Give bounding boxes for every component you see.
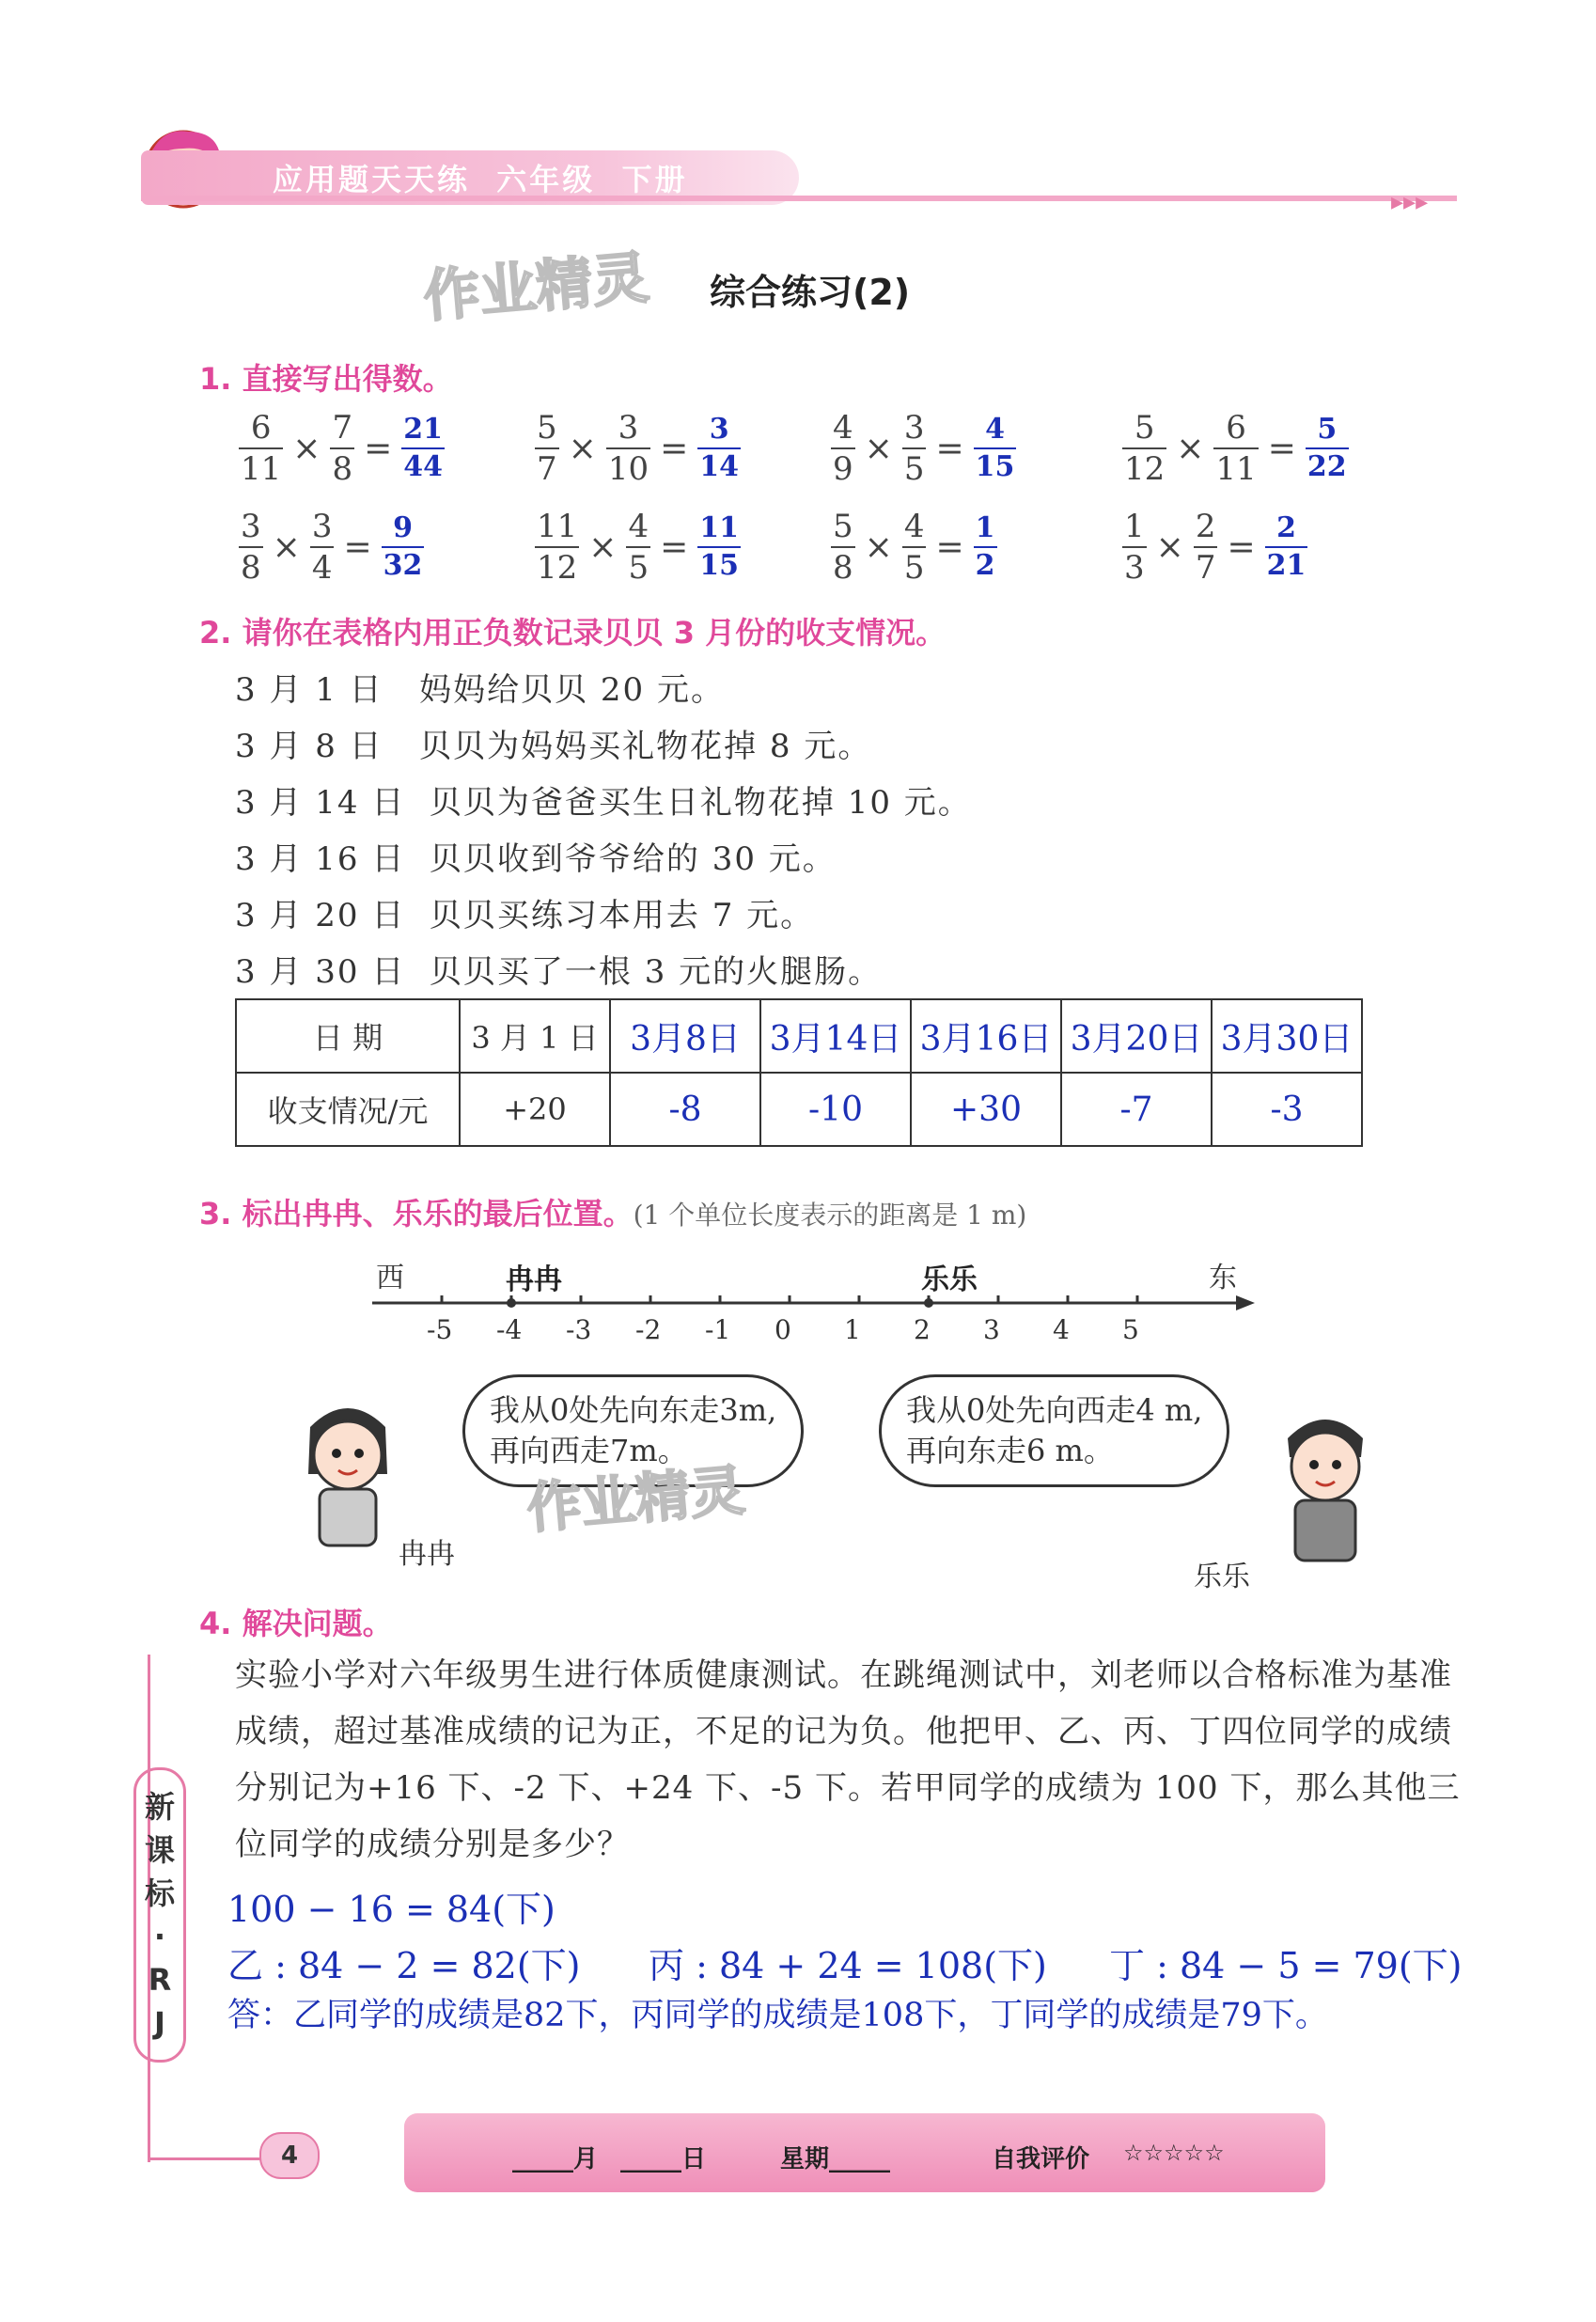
lele-name: 乐乐 bbox=[1194, 1561, 1250, 1593]
header-arrow-icon: ▸▸▸ bbox=[1391, 188, 1429, 216]
income-expense-table bbox=[235, 998, 1363, 1147]
footer-day: _____日 bbox=[620, 2145, 707, 2173]
number-line-tick-label: -5 bbox=[427, 1314, 453, 1345]
table-cell-date: 3月14日 bbox=[760, 999, 911, 1073]
times-sign: × bbox=[864, 429, 893, 468]
number-line-tick-label: -2 bbox=[635, 1314, 662, 1345]
times-sign: × bbox=[1176, 429, 1205, 468]
number-line-tick-label: 1 bbox=[844, 1314, 861, 1345]
bubble-line: 我从0处先向西走4 m, bbox=[906, 1392, 1203, 1428]
q2-line: 3 月 20 日 贝贝买练习本用去 7 元。 bbox=[235, 897, 815, 934]
times-sign: × bbox=[1155, 527, 1184, 567]
table-row bbox=[236, 1073, 1362, 1146]
q4-paragraph: 实验小学对六年级男生进行体质健康测试。在跳绳测试中，刘老师以合格标准为基准成绩，超过基准成绩的记为正，不足的记为负。他把甲、乙、丙、丁四位同学的成绩分别记为+16 下、-2 下、+24 下、-5 下。若甲同学的成绩为 100 下，那么其他三位同学的成绩分别是多少？ bbox=[235, 1656, 1461, 1863]
q2-line: 3 月 8 日 贝贝为妈妈买礼物花掉 8 元。 bbox=[235, 728, 872, 765]
fraction: $\frac{5}{8}$ bbox=[833, 508, 853, 587]
table-cell-amount: +30 bbox=[911, 1073, 1061, 1146]
q2-line: 3 月 30 日 贝贝买了一根 3 元的火腿肠。 bbox=[235, 953, 883, 991]
table-cell-date: 3月30日 bbox=[1212, 999, 1362, 1073]
lele-marker-label: 乐乐 bbox=[921, 1263, 978, 1296]
fraction-expression bbox=[1119, 409, 1353, 488]
number-line-tick-label: -3 bbox=[566, 1314, 592, 1345]
ranran-name: 冉冉 bbox=[399, 1538, 455, 1571]
equals-sign: = bbox=[1227, 527, 1256, 567]
footer-month: _____月 bbox=[512, 2145, 599, 2173]
fraction-expression bbox=[531, 508, 744, 587]
table-cell-date: 3 月 1 日 bbox=[460, 999, 610, 1073]
table-row bbox=[236, 999, 1362, 1073]
fraction: $\frac{5}{12}$ bbox=[1124, 409, 1166, 488]
q2-title: 2. 请你在表格内用正负数记录贝贝 3 月份的收支情况。 bbox=[199, 615, 947, 651]
bubble-line: 我从0处先向东走3m, bbox=[490, 1392, 777, 1428]
times-sign: × bbox=[272, 527, 301, 567]
table-cell-date: 3月20日 bbox=[1061, 999, 1212, 1073]
lele-speech-bubble bbox=[879, 1374, 1229, 1487]
q2-line: 3 月 1 日 妈妈给贝贝 20 元。 bbox=[235, 671, 725, 709]
table-cell-date: 3月16日 bbox=[911, 999, 1061, 1073]
q3-title-text: 3. 标出冉冉、乐乐的最后位置。 bbox=[199, 1196, 634, 1232]
table-cell-amount: -3 bbox=[1212, 1073, 1362, 1146]
answer-line: 答：乙同学的成绩是82下，丙同学的成绩是108下，丁同学的成绩是79下。 bbox=[227, 1997, 1328, 2034]
position-marker bbox=[507, 1298, 516, 1308]
page-number: 4 bbox=[259, 2132, 320, 2179]
fraction: $\frac{3}{10}$ bbox=[607, 409, 649, 488]
fraction: $\frac{3}{5}$ bbox=[903, 409, 925, 488]
answer-fraction: $\frac{2}{21}$ bbox=[1266, 511, 1307, 582]
side-label-char: · bbox=[153, 1919, 166, 1954]
table-header-amount: 收支情况/元 bbox=[236, 1073, 460, 1146]
solution-line: 丙 : 84 + 24 = 108(下) bbox=[649, 1945, 1047, 1986]
fraction: $\frac{2}{7}$ bbox=[1195, 508, 1216, 587]
answer-fraction: $\frac{3}{14}$ bbox=[699, 413, 739, 483]
answer-fraction: $\frac{11}{15}$ bbox=[699, 511, 739, 582]
solution-line: 丁 : 84 − 5 = 79(下) bbox=[1109, 1945, 1463, 1986]
equals-sign: = bbox=[660, 429, 689, 468]
q3-title bbox=[199, 1190, 1026, 1233]
number-line-tick-label: 5 bbox=[1122, 1314, 1139, 1345]
bubble-line: 再向西走7m。 bbox=[490, 1433, 688, 1469]
side-rule bbox=[148, 2157, 260, 2160]
header-title: 应用题天天练 六年级 下册 bbox=[273, 162, 688, 197]
number-line-tick-label: -4 bbox=[496, 1314, 523, 1345]
fraction: $\frac{11}{12}$ bbox=[537, 508, 578, 587]
answer-fraction: $\frac{5}{22}$ bbox=[1307, 413, 1347, 483]
q2-line: 3 月 14 日 贝贝为爸爸买生日礼物花掉 10 元。 bbox=[235, 784, 972, 822]
fraction: $\frac{1}{3}$ bbox=[1124, 508, 1145, 587]
fraction: $\frac{6}{11}$ bbox=[1215, 409, 1257, 488]
fraction: $\frac{3}{8}$ bbox=[241, 508, 261, 587]
fraction: $\frac{3}{4}$ bbox=[311, 508, 333, 587]
number-line-tick-label: 3 bbox=[983, 1314, 1000, 1345]
number-line-arrow bbox=[1236, 1295, 1255, 1310]
table-cell-amount: -7 bbox=[1061, 1073, 1212, 1146]
side-label-char: 课 bbox=[144, 1832, 175, 1868]
times-sign: × bbox=[292, 429, 321, 468]
times-sign: × bbox=[588, 527, 618, 567]
fraction-expression bbox=[827, 508, 1001, 587]
fraction: $\frac{4}{9}$ bbox=[833, 409, 853, 488]
side-label-char: R bbox=[148, 1962, 172, 1998]
equals-sign: = bbox=[343, 527, 372, 567]
equals-sign: = bbox=[935, 429, 964, 468]
fraction-expression bbox=[235, 508, 428, 587]
q2-line: 3 月 16 日 贝贝收到爷爷给的 30 元。 bbox=[235, 840, 837, 878]
answer-fraction: $\frac{9}{32}$ bbox=[383, 511, 423, 582]
west-label: 西 bbox=[376, 1262, 404, 1294]
ranran-marker-label: 冉冉 bbox=[506, 1263, 562, 1296]
fraction: $\frac{5}{7}$ bbox=[537, 409, 557, 488]
side-label-char: 新 bbox=[144, 1789, 175, 1825]
fraction-expression bbox=[827, 409, 1020, 488]
table-cell-amount: -10 bbox=[760, 1073, 911, 1146]
table-cell-amount: +20 bbox=[460, 1073, 610, 1146]
times-sign: × bbox=[568, 429, 597, 468]
equals-sign: = bbox=[660, 527, 689, 567]
side-label-char: J bbox=[154, 2005, 165, 2041]
number-line-tick-label: 4 bbox=[1053, 1314, 1070, 1345]
equals-sign: = bbox=[1267, 429, 1296, 468]
number-line-tick-label: 2 bbox=[914, 1314, 931, 1345]
q1-title: 1. 直接写出得数。 bbox=[199, 361, 453, 397]
fraction: $\frac{4}{5}$ bbox=[628, 508, 649, 587]
table-cell-date: 3月8日 bbox=[610, 999, 760, 1073]
answer-fraction: $\frac{4}{15}$ bbox=[975, 413, 1015, 483]
fraction-expression bbox=[1119, 508, 1311, 587]
number-line-tick-label: 0 bbox=[775, 1314, 791, 1345]
equals-sign: = bbox=[364, 429, 393, 468]
q4-title: 4. 解决问题。 bbox=[199, 1606, 393, 1641]
side-label bbox=[133, 1767, 186, 2063]
boy-illustration bbox=[1250, 1401, 1400, 1570]
side-label-char: 标 bbox=[144, 1875, 175, 1911]
number-line-tick-label: -1 bbox=[705, 1314, 731, 1345]
position-marker bbox=[924, 1298, 933, 1308]
times-sign: × bbox=[864, 527, 893, 567]
equals-sign: = bbox=[935, 527, 964, 567]
fraction-expression bbox=[531, 409, 744, 488]
q3-note: (1 个单位长度表示的距离是 1 m) bbox=[633, 1200, 1027, 1231]
fraction-expression bbox=[235, 409, 448, 488]
answer-fraction: $\frac{21}{44}$ bbox=[403, 413, 443, 483]
fraction: $\frac{7}{8}$ bbox=[332, 409, 353, 488]
bubble-line: 再向东走6 m。 bbox=[906, 1433, 1114, 1469]
page-title: 综合练习(2) bbox=[710, 272, 911, 313]
table-header-date: 日 期 bbox=[236, 999, 460, 1073]
fraction: $\frac{6}{11}$ bbox=[241, 409, 282, 488]
footer-week: 星期_____ bbox=[780, 2145, 891, 2173]
answer-fraction: $\frac{1}{2}$ bbox=[975, 511, 995, 582]
fraction: $\frac{4}{5}$ bbox=[903, 508, 925, 587]
watermark: 作业精灵 bbox=[524, 1457, 747, 1541]
girl-illustration bbox=[282, 1389, 414, 1559]
solution-line: 100 − 16 = 84(下) bbox=[227, 1889, 555, 1930]
watermark: 作业精灵 bbox=[420, 244, 652, 331]
footer-self-eval: 自我评价 bbox=[992, 2145, 1090, 2173]
rating-stars: ☆☆☆☆☆ bbox=[1123, 2140, 1225, 2166]
solution-line: 乙 : 84 − 2 = 82(下) bbox=[227, 1945, 581, 1986]
east-label: 东 bbox=[1209, 1262, 1237, 1294]
table-cell-amount: -8 bbox=[610, 1073, 760, 1146]
